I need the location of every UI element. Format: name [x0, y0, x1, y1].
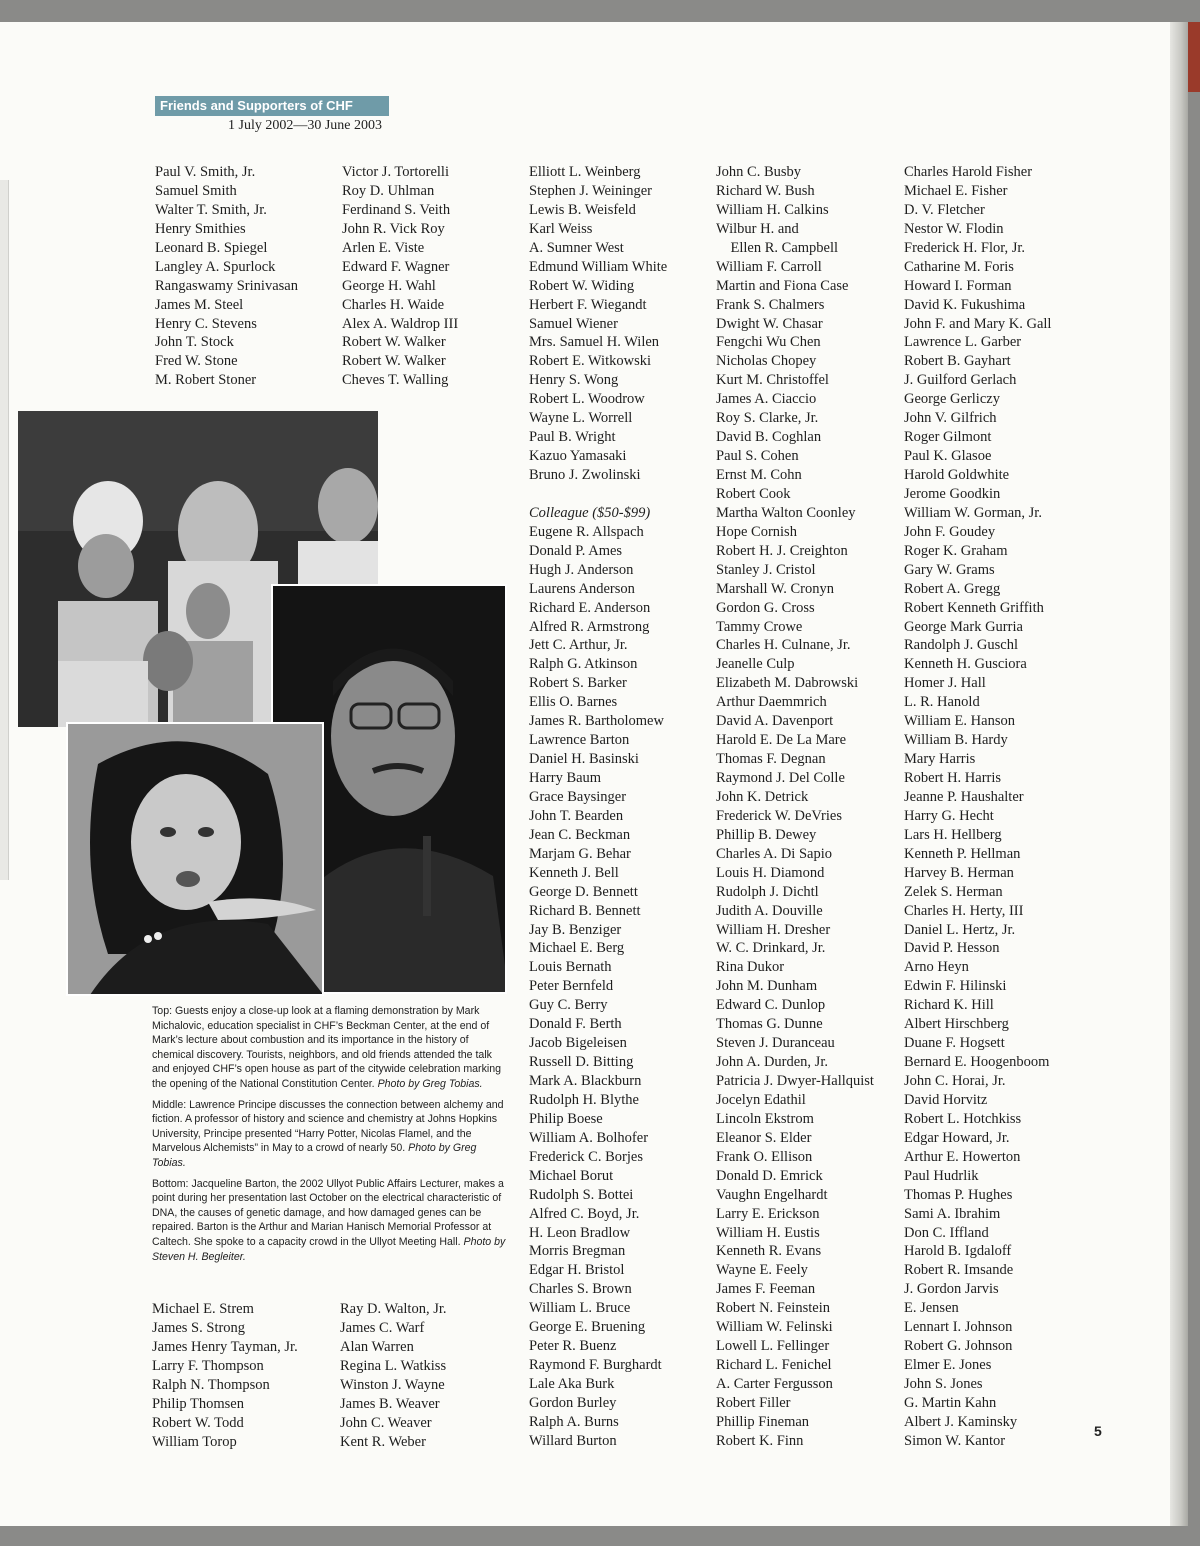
- donor-name: Charles H. Waide: [342, 296, 445, 313]
- donor-name: Mark A. Blackburn: [529, 1073, 642, 1089]
- donor-name: Duane F. Hogsett: [904, 1035, 1005, 1052]
- donor-name: Ralph G. Atkinson: [529, 656, 638, 673]
- donor-name: Howard I. Forman: [904, 277, 1012, 294]
- donor-name: Donald D. Emrick: [716, 1167, 823, 1184]
- donor-name: Fengchi Wu Chen: [716, 334, 821, 351]
- donor-name: Robert L. Woodrow: [529, 391, 645, 408]
- donor-name: Rudolph S. Bottei: [529, 1186, 634, 1203]
- donor-name: G. Martin Kahn: [904, 1394, 997, 1411]
- donor-name: Raymond F. Burghardt: [529, 1357, 662, 1374]
- caption-bottom: Bottom: Jacqueline Barton, the 2002 Ullyot Public Affairs Lecturer, makes a point during her presentation last October on the electrical characteristic of DNA, the causes of genetic damage, and how damaged genes can be repaired. Barton is the Arthur and Marian Hanisch Memorial Professor at Caltech. She spoke to a capacity crowd in the Ullyot Meeting Hall. Photo by Steven H. Begleiter.: [152, 1177, 506, 1263]
- caption-top: Top: Guests enjoy a close-up look at a flaming demonstration by Mark Michalovic, education specialist in CHF’s Beckman Center, at the end of Mark’s lecture about combustion and its importance in the history of chemical discovery. Tourists, neighbors, and old friends attended the talk and enjoyed CHF’s open house as part of the citywide celebration marking the opening of the National Constitution Center. Photo by Greg Tobias.: [152, 1005, 502, 1090]
- donor-column-5: [904, 163, 1051, 1451]
- donor-name: Edgar Howard, Jr.: [904, 1129, 1010, 1146]
- donor-name: J. Guilford Gerlach: [904, 372, 1017, 389]
- donor-name: Gordon G. Cross: [716, 599, 815, 616]
- donor-name: Gordon Burley: [529, 1394, 617, 1411]
- donor-name: Ralph A. Burns: [529, 1413, 619, 1430]
- donor-name: William W. Gorman, Jr.: [904, 504, 1042, 521]
- donor-name: Louis H. Diamond: [716, 864, 825, 881]
- donor-name: Rangaswamy Srinivasan: [155, 277, 298, 294]
- donor-name: Paul Hudrlik: [904, 1167, 979, 1184]
- donor-name: Robert W. Walker: [342, 334, 446, 351]
- donor-name: Patricia J. Dwyer-Hallquist: [716, 1073, 874, 1089]
- binding-spine: [1170, 22, 1188, 1526]
- donor-name: Frederick H. Flor, Jr.: [904, 239, 1026, 256]
- donor-name: George Mark Gurria: [904, 618, 1023, 635]
- donor-name: Judith A. Douville: [716, 902, 823, 919]
- donor-name: Robert W. Walker: [342, 353, 446, 370]
- donor-name: Frederick C. Borjes: [529, 1148, 643, 1165]
- donor-name: Henry S. Wong: [529, 372, 619, 389]
- donor-name: Thomas P. Hughes: [904, 1186, 1013, 1203]
- donor-name: Tammy Crowe: [716, 618, 803, 635]
- donor-name: Robert Filler: [716, 1394, 791, 1411]
- binding-red-strip: [1188, 22, 1200, 92]
- donor-name: John S. Jones: [904, 1376, 983, 1392]
- donor-name: Lawrence L. Garber: [904, 334, 1022, 351]
- donor-name: George D. Bennett: [529, 883, 638, 900]
- donor-name: Thomas F. Degnan: [716, 751, 826, 768]
- donor-name: Grace Baysinger: [529, 788, 627, 805]
- donor-name: Ellen R. Campbell: [716, 239, 839, 256]
- donor-name: Jett C. Arthur, Jr.: [529, 637, 628, 654]
- donor-name: David B. Coghlan: [716, 429, 822, 446]
- donor-name: Robert A. Gregg: [904, 580, 1001, 597]
- donor-name: Michael E. Strem: [152, 1301, 254, 1317]
- donor-name: Albert Hirschberg: [904, 1016, 1009, 1033]
- donor-name: Albert J. Kaminsky: [904, 1413, 1018, 1430]
- donor-name: Gary W. Grams: [904, 561, 995, 578]
- donor-name: Harold Goldwhite: [904, 467, 1010, 483]
- donor-name: Roger K. Graham: [904, 542, 1008, 559]
- caption-middle: Middle: Lawrence Principe discusses the connection between alchemy and fiction. A professor of history and science and chemistry at Johns Hopkins University, Principe presented “Harry Potter, Nicolas Flamel, and the Marvelous Alchemists” in May to a crowd of nearly 50. Photo by Greg Tobias.: [152, 1098, 504, 1169]
- photo-caption: [152, 1004, 507, 1270]
- donor-name: Mrs. Samuel H. Wilen: [529, 334, 660, 351]
- donor-name: Edward F. Wagner: [342, 258, 450, 275]
- donor-name: Robert N. Feinstein: [716, 1300, 830, 1317]
- donor-name: D. V. Fletcher: [904, 201, 985, 218]
- donor-name: Kenneth J. Bell: [529, 864, 619, 881]
- donor-name: William H. Dresher: [716, 921, 831, 938]
- donor-name: Arthur Daemmrich: [716, 694, 827, 711]
- donor-name: James Henry Tayman, Jr.: [152, 1338, 298, 1355]
- donor-name: Frank S. Chalmers: [716, 296, 825, 313]
- donor-name: E. Jensen: [904, 1300, 959, 1317]
- donor-name: Alan Warren: [340, 1338, 414, 1355]
- donor-name: Charles H. Culnane, Jr.: [716, 637, 851, 654]
- donor-name: Kent R. Weber: [340, 1433, 426, 1450]
- donor-name: Lennart I. Johnson: [904, 1319, 1013, 1336]
- donor-name: Wilbur H. and: [716, 220, 799, 237]
- donor-name: Lowell L. Fellinger: [716, 1338, 830, 1355]
- donor-name: George H. Wahl: [342, 277, 436, 294]
- donor-name: Robert W. Todd: [152, 1414, 244, 1431]
- donor-name: Robert L. Hotchkiss: [904, 1110, 1022, 1127]
- photo-bottom-barton: [66, 722, 324, 996]
- donor-name: Richard K. Hill: [904, 997, 994, 1014]
- donor-name: Ray D. Walton, Jr.: [340, 1301, 447, 1317]
- donor-name: Guy C. Berry: [529, 997, 608, 1014]
- donor-column-3: [529, 163, 667, 1451]
- donor-name: John F. Goudey: [904, 523, 996, 540]
- donor-name: Richard L. Fenichel: [716, 1357, 832, 1374]
- donor-name: Jocelyn Edathil: [716, 1091, 806, 1108]
- donor-name: Michael E. Berg: [529, 940, 625, 957]
- donor-name: Paul K. Glasoe: [904, 448, 992, 465]
- donor-name: Regina L. Watkiss: [340, 1357, 447, 1374]
- donor-name: Sami A. Ibrahim: [904, 1205, 1001, 1222]
- donor-name: Richard W. Bush: [716, 182, 815, 199]
- donor-name: James A. Ciaccio: [716, 391, 817, 408]
- donor-name: Philip Thomsen: [152, 1395, 244, 1412]
- donor-name: Jean C. Beckman: [529, 826, 631, 843]
- donor-name: Catharine M. Foris: [904, 258, 1014, 275]
- donor-name: Edward C. Dunlop: [716, 997, 826, 1014]
- date-range: 1 July 2002—30 June 2003: [228, 118, 382, 133]
- donor-name: Daniel H. Basinski: [529, 751, 639, 768]
- donor-name: William L. Bruce: [529, 1300, 631, 1317]
- donor-name: John V. Gilfrich: [904, 410, 997, 427]
- donor-name: Lewis B. Weisfeld: [529, 201, 636, 218]
- donor-name: Fred W. Stone: [155, 353, 238, 370]
- donor-name: Alfred R. Armstrong: [529, 618, 650, 635]
- donor-name: George Gerliczy: [904, 391, 1000, 408]
- donor-name: A. Carter Fergusson: [716, 1376, 833, 1392]
- donor-name: Robert B. Gayhart: [904, 353, 1011, 370]
- donor-name: Steven J. Duranceau: [716, 1035, 835, 1052]
- donor-name: Laurens Anderson: [529, 580, 635, 597]
- donor-name: William H. Calkins: [716, 201, 829, 218]
- donor-column-4: [716, 163, 874, 1451]
- donor-name: Lawrence Barton: [529, 732, 630, 749]
- donor-name: John F. and Mary K. Gall: [904, 315, 1052, 332]
- donor-name: J. Gordon Jarvis: [904, 1281, 999, 1298]
- donor-name: Nicholas Chopey: [716, 353, 817, 370]
- donor-name: Lale Aka Burk: [529, 1376, 615, 1392]
- donor-name: Elizabeth M. Dabrowski: [716, 675, 859, 692]
- donor-name: Alex A. Waldrop III: [342, 315, 459, 332]
- donor-name: John C. Horai, Jr.: [904, 1073, 1006, 1089]
- donor-name: Eugene R. Allspach: [529, 523, 644, 540]
- donor-name: William Torop: [152, 1433, 237, 1450]
- donor-name: Jacob Bigeleisen: [529, 1035, 627, 1052]
- donor-name: Samuel Smith: [155, 182, 237, 199]
- donor-name: Harold B. Igdaloff: [904, 1243, 1012, 1260]
- donor-name: Roger Gilmont: [904, 429, 992, 446]
- donor-name: Rina Dukor: [716, 959, 785, 976]
- donor-name: Robert E. Witkowski: [529, 353, 651, 370]
- donor-name: Kenneth H. Gusciora: [904, 656, 1027, 673]
- donor-name: Kurt M. Christoffel: [716, 372, 829, 389]
- donor-name: Phillip B. Dewey: [716, 826, 817, 843]
- donor-name: Robert Kenneth Griffith: [904, 599, 1044, 616]
- donor-name: Elmer E. Jones: [904, 1357, 992, 1374]
- donor-name: Kenneth R. Evans: [716, 1243, 822, 1260]
- donor-column-2-bottom: [340, 1300, 447, 1452]
- section-header: Friends and Supporters of CHF: [155, 96, 389, 116]
- donor-name: Samuel Wiener: [529, 315, 618, 332]
- donor-column-1-bottom: [152, 1300, 298, 1452]
- donor-name: Raymond J. Del Colle: [716, 770, 845, 786]
- donor-name: Roy D. Uhlman: [342, 182, 435, 199]
- donor-name: Zelek S. Herman: [904, 883, 1003, 900]
- donor-name: Robert W. Widing: [529, 277, 635, 294]
- donor-name: Jeanne P. Haushalter: [904, 788, 1024, 805]
- donor-name: Rudolph J. Dichtl: [716, 883, 819, 900]
- donor-name: Ellis O. Barnes: [529, 694, 618, 711]
- donor-name: William E. Hanson: [904, 713, 1015, 730]
- donor-name: William W. Felinski: [716, 1319, 833, 1336]
- donor-name: Philip Boese: [529, 1110, 603, 1127]
- donor-name: Stephen J. Weininger: [529, 182, 653, 199]
- donor-name: James F. Feeman: [716, 1281, 816, 1298]
- donor-name: David Horvitz: [904, 1091, 988, 1108]
- donor-name: Edgar H. Bristol: [529, 1262, 625, 1279]
- donor-name: Robert H. Harris: [904, 770, 1002, 786]
- donor-name: Charles Harold Fisher: [904, 164, 1033, 180]
- donor-name: Kenneth P. Hellman: [904, 845, 1021, 862]
- donor-name: Paul B. Wright: [529, 429, 616, 446]
- donor-name: Larry F. Thompson: [152, 1357, 264, 1374]
- donor-name: Nestor W. Flodin: [904, 220, 1004, 237]
- page-number: 5: [1094, 1423, 1102, 1439]
- donor-name: W. C. Drinkard, Jr.: [716, 940, 826, 957]
- donor-name: Donald F. Berth: [529, 1016, 622, 1033]
- donor-name: Charles A. Di Sapio: [716, 845, 832, 862]
- donor-name: George E. Bruening: [529, 1319, 646, 1336]
- donor-name: Roy S. Clarke, Jr.: [716, 410, 819, 427]
- donor-name: Morris Bregman: [529, 1243, 626, 1260]
- donor-name: James S. Strong: [152, 1319, 246, 1336]
- donor-name: Henry Smithies: [155, 220, 246, 237]
- donor-name: Marshall W. Cronyn: [716, 580, 835, 597]
- donor-name: Lincoln Ekstrom: [716, 1110, 814, 1127]
- donor-name: Arlen E. Viste: [342, 239, 425, 256]
- donor-name: Herbert F. Wiegandt: [529, 296, 647, 313]
- donor-name: Jeanelle Culp: [716, 656, 795, 673]
- donor-name: David A. Davenport: [716, 713, 834, 730]
- colleague-heading: Colleague ($50-$99): [529, 504, 651, 521]
- donor-name: Robert Cook: [716, 485, 791, 502]
- donor-name: James C. Warf: [340, 1319, 425, 1336]
- donor-name: Peter R. Buenz: [529, 1338, 617, 1355]
- donor-name: Eleanor S. Elder: [716, 1129, 812, 1146]
- donor-name: Bernard E. Hoogenboom: [904, 1054, 1050, 1071]
- donor-name: Langley A. Spurlock: [155, 258, 276, 275]
- donor-name: Daniel L. Hertz, Jr.: [904, 921, 1016, 938]
- donor-name: Lars H. Hellberg: [904, 826, 1002, 843]
- donor-name: John C. Weaver: [340, 1414, 432, 1431]
- donor-name: David P. Hesson: [904, 940, 1000, 957]
- donor-name: William A. Bolhofer: [529, 1129, 649, 1146]
- donor-name: Thomas G. Dunne: [716, 1016, 823, 1033]
- donor-name: Charles H. Herty, III: [904, 902, 1024, 919]
- donor-name: Louis Bernath: [529, 959, 612, 976]
- donor-name: M. Robert Stoner: [155, 372, 257, 389]
- donor-name: John T. Stock: [155, 334, 234, 351]
- donor-name: Wayne E. Feely: [716, 1262, 808, 1279]
- donor-name: John C. Busby: [716, 164, 802, 180]
- donor-name: Robert H. J. Creighton: [716, 542, 848, 559]
- donor-name: Michael E. Fisher: [904, 182, 1008, 199]
- donor-name: Charles S. Brown: [529, 1281, 632, 1298]
- donor-name: Paul S. Cohen: [716, 448, 799, 465]
- donor-name: Willard Burton: [529, 1432, 617, 1449]
- donor-name: Stanley J. Cristol: [716, 561, 816, 578]
- donor-name: David K. Fukushima: [904, 296, 1026, 313]
- donor-name: Phillip Fineman: [716, 1413, 810, 1430]
- donor-name: John A. Durden, Jr.: [716, 1054, 828, 1071]
- donor-name: Ernst M. Cohn: [716, 467, 802, 483]
- donor-name: Bruno J. Zwolinski: [529, 467, 641, 483]
- donor-name: Dwight W. Chasar: [716, 315, 823, 332]
- donor-column-1-top: [155, 163, 298, 390]
- donor-name: Arno Heyn: [904, 959, 969, 976]
- donor-name: Karl Weiss: [529, 220, 593, 237]
- donor-name: Larry E. Erickson: [716, 1205, 820, 1222]
- donor-name: Henry C. Stevens: [155, 315, 257, 332]
- donor-name: Donald P. Ames: [529, 542, 623, 559]
- donor-list-part2: [529, 523, 667, 1451]
- donor-name: William H. Eustis: [716, 1224, 820, 1241]
- donor-name: Robert S. Barker: [529, 675, 627, 692]
- donor-name: Richard B. Bennett: [529, 902, 641, 919]
- donor-name: Arthur E. Howerton: [904, 1148, 1021, 1165]
- donor-name: Winston J. Wayne: [340, 1376, 445, 1393]
- donor-name: Edwin F. Hilinski: [904, 978, 1007, 995]
- donor-name: Hope Cornish: [716, 523, 797, 540]
- donor-name: Randolph J. Guschl: [904, 637, 1018, 654]
- donor-name: Simon W. Kantor: [904, 1432, 1006, 1449]
- donor-name: Ferdinand S. Veith: [342, 201, 451, 218]
- donor-name: Frank O. Ellison: [716, 1148, 813, 1165]
- donor-name: Robert R. Imsande: [904, 1262, 1014, 1279]
- donor-name: James M. Steel: [155, 296, 244, 313]
- donor-name: Don C. Iffland: [904, 1224, 989, 1241]
- donor-name: Homer J. Hall: [904, 675, 986, 692]
- donor-list-part1: [529, 163, 667, 485]
- donor-name: William F. Carroll: [716, 258, 822, 275]
- donor-name: John M. Dunham: [716, 978, 818, 995]
- donor-name: Michael Borut: [529, 1167, 614, 1184]
- donor-name: Harry Baum: [529, 770, 602, 786]
- donor-name: James B. Weaver: [340, 1395, 440, 1412]
- donor-name: Edmund William White: [529, 258, 668, 275]
- donor-name: Harry G. Hecht: [904, 807, 994, 824]
- donor-name: Robert G. Johnson: [904, 1338, 1013, 1355]
- donor-name: Hugh J. Anderson: [529, 561, 634, 578]
- donor-name: Robert K. Finn: [716, 1432, 804, 1449]
- donor-name: Alfred C. Boyd, Jr.: [529, 1205, 640, 1222]
- donor-name: Jay B. Benziger: [529, 921, 622, 938]
- donor-name: Rudolph H. Blythe: [529, 1091, 639, 1108]
- donor-name: Russell D. Bitting: [529, 1054, 634, 1071]
- donor-name: L. R. Hanold: [904, 694, 980, 711]
- donor-name: A. Sumner West: [529, 239, 624, 256]
- donor-name: Vaughn Engelhardt: [716, 1186, 828, 1203]
- donor-name: Victor J. Tortorelli: [342, 164, 449, 180]
- donor-name: Kazuo Yamasaki: [529, 448, 627, 465]
- donor-name: Leonard B. Spiegel: [155, 239, 268, 256]
- donor-name: William B. Hardy: [904, 732, 1008, 749]
- donor-name: Cheves T. Walling: [342, 372, 449, 389]
- page-edge: [0, 180, 9, 880]
- donor-name: Martha Walton Coonley: [716, 504, 856, 521]
- donor-name: Wayne L. Worrell: [529, 410, 633, 427]
- donor-name: Walter T. Smith, Jr.: [155, 201, 267, 218]
- donor-name: Peter Bernfeld: [529, 978, 614, 995]
- donor-name: Richard E. Anderson: [529, 599, 651, 616]
- donor-name: Elliott L. Weinberg: [529, 164, 641, 180]
- donor-name: Frederick W. DeVries: [716, 807, 842, 824]
- donor-name: John K. Detrick: [716, 788, 809, 805]
- donor-name: James R. Bartholomew: [529, 713, 664, 730]
- donor-name: Jerome Goodkin: [904, 485, 1001, 502]
- donor-name: Harold E. De La Mare: [716, 732, 847, 749]
- donor-name: John T. Bearden: [529, 807, 624, 824]
- donor-name: Ralph N. Thompson: [152, 1376, 270, 1393]
- donor-column-2-top: [342, 163, 458, 390]
- donor-name: Mary Harris: [904, 751, 976, 768]
- donor-name: Paul V. Smith, Jr.: [155, 164, 256, 180]
- donor-name: John R. Vick Roy: [342, 220, 445, 237]
- donor-name: Martin and Fiona Case: [716, 277, 849, 294]
- donor-name: Marjam G. Behar: [529, 845, 631, 862]
- donor-name: H. Leon Bradlow: [529, 1224, 631, 1241]
- donor-name: Harvey B. Herman: [904, 864, 1014, 881]
